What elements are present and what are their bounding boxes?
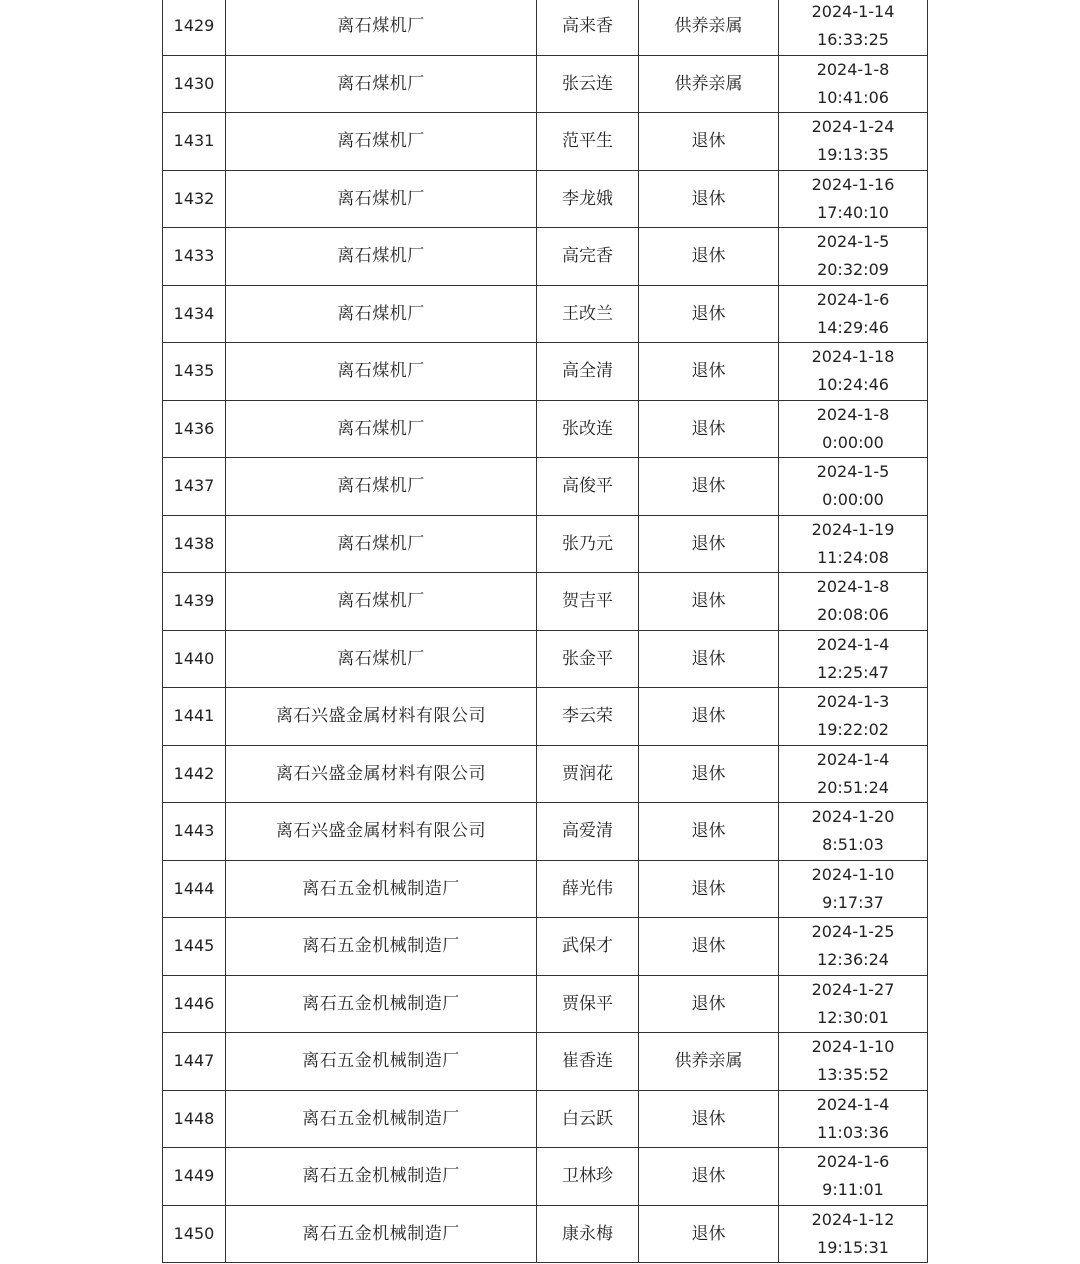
- datetime-cell: [779, 975, 928, 1033]
- datetime-cell: [779, 688, 928, 746]
- time-text: 19:15:31: [817, 1237, 889, 1257]
- time-text: 17:40:10: [817, 202, 889, 222]
- unit-cell: 离石煤机厂: [226, 343, 537, 401]
- date-text: 2024-1-6: [816, 1152, 890, 1172]
- category-cell: 供养亲属: [639, 0, 779, 55]
- date-text: 2024-1-4: [816, 634, 890, 654]
- person-name-cell: 康永梅: [537, 1205, 639, 1263]
- table-row: [163, 860, 928, 918]
- unit-cell: 离石煤机厂: [226, 573, 537, 631]
- row-number-cell: 1437: [163, 458, 226, 516]
- date-text: 2024-1-6: [816, 289, 890, 309]
- time-text: 13:35:52: [817, 1065, 889, 1085]
- row-number-cell: 1447: [163, 1033, 226, 1091]
- time-text: 16:33:25: [817, 30, 889, 50]
- table-row: [163, 573, 928, 631]
- datetime-cell: [779, 918, 928, 976]
- datetime-cell: [779, 1205, 928, 1263]
- row-number-cell: 1443: [163, 803, 226, 861]
- time-text: 9:11:01: [822, 1180, 884, 1200]
- row-number-cell: 1433: [163, 228, 226, 286]
- category-cell: 退休: [639, 1090, 779, 1148]
- row-number-cell: 1434: [163, 285, 226, 343]
- row-number-cell: 1450: [163, 1205, 226, 1263]
- person-name-cell: 范平生: [537, 113, 639, 171]
- category-cell: 供养亲属: [639, 1033, 779, 1091]
- table-row: [163, 228, 928, 286]
- category-cell: 退休: [639, 1205, 779, 1263]
- unit-cell: 离石煤机厂: [226, 400, 537, 458]
- datetime-cell: [779, 573, 928, 631]
- person-name-cell: 李云荣: [537, 688, 639, 746]
- table-row: [163, 515, 928, 573]
- datetime-cell: [779, 0, 928, 55]
- unit-cell: 离石煤机厂: [226, 55, 537, 113]
- record-table: [162, 0, 928, 1263]
- date-text: 2024-1-4: [816, 1094, 890, 1114]
- category-cell: 退休: [639, 170, 779, 228]
- time-text: 12:25:47: [817, 662, 889, 682]
- date-text: 2024-1-14: [811, 2, 895, 22]
- person-name-cell: 张改连: [537, 400, 639, 458]
- time-text: 14:29:46: [817, 317, 889, 337]
- category-cell: 退休: [639, 688, 779, 746]
- table-row: [163, 400, 928, 458]
- person-name-cell: 薛光伟: [537, 860, 639, 918]
- category-cell: 退休: [639, 975, 779, 1033]
- datetime-cell: [779, 515, 928, 573]
- time-text: 12:36:24: [817, 950, 889, 970]
- time-text: 12:30:01: [817, 1007, 889, 1027]
- row-number-cell: 1449: [163, 1148, 226, 1206]
- category-cell: 退休: [639, 1148, 779, 1206]
- person-name-cell: 贺吉平: [537, 573, 639, 631]
- datetime-cell: [779, 170, 928, 228]
- category-cell: 退休: [639, 343, 779, 401]
- table-row: [163, 1205, 928, 1263]
- category-cell: 退休: [639, 630, 779, 688]
- table-row: [163, 918, 928, 976]
- person-name-cell: 张云连: [537, 55, 639, 113]
- unit-cell: 离石五金机械制造厂: [226, 918, 537, 976]
- table-row: [163, 1148, 928, 1206]
- person-name-cell: 卫林珍: [537, 1148, 639, 1206]
- row-number-cell: 1438: [163, 515, 226, 573]
- category-cell: 退休: [639, 918, 779, 976]
- person-name-cell: 高来香: [537, 0, 639, 55]
- row-number-cell: 1444: [163, 860, 226, 918]
- time-text: 10:24:46: [817, 375, 889, 395]
- row-number-cell: 1431: [163, 113, 226, 171]
- table-row: [163, 975, 928, 1033]
- unit-cell: 离石煤机厂: [226, 515, 537, 573]
- date-text: 2024-1-25: [811, 922, 895, 942]
- table-row: [163, 630, 928, 688]
- unit-cell: 离石五金机械制造厂: [226, 1090, 537, 1148]
- time-text: 20:32:09: [817, 260, 889, 280]
- date-text: 2024-1-4: [816, 749, 890, 769]
- category-cell: 退休: [639, 400, 779, 458]
- table-row: [163, 458, 928, 516]
- category-cell: 退休: [639, 745, 779, 803]
- row-number-cell: 1445: [163, 918, 226, 976]
- datetime-cell: [779, 860, 928, 918]
- date-text: 2024-1-27: [811, 979, 895, 999]
- person-name-cell: 贾保平: [537, 975, 639, 1033]
- category-cell: 退休: [639, 515, 779, 573]
- table-row: [163, 55, 928, 113]
- unit-cell: 离石五金机械制造厂: [226, 1033, 537, 1091]
- date-text: 2024-1-24: [811, 117, 895, 137]
- time-text: 0:00:00: [822, 432, 884, 452]
- person-name-cell: 白云跃: [537, 1090, 639, 1148]
- table-row: [163, 803, 928, 861]
- row-number-cell: 1429: [163, 0, 226, 55]
- category-cell: 退休: [639, 285, 779, 343]
- person-name-cell: 武保才: [537, 918, 639, 976]
- unit-cell: 离石煤机厂: [226, 285, 537, 343]
- row-number-cell: 1439: [163, 573, 226, 631]
- date-text: 2024-1-19: [811, 519, 895, 539]
- datetime-cell: [779, 228, 928, 286]
- unit-cell: 离石煤机厂: [226, 458, 537, 516]
- time-text: 11:24:08: [817, 547, 889, 567]
- table-row: [163, 343, 928, 401]
- time-text: 9:17:37: [822, 892, 884, 912]
- person-name-cell: 高爱清: [537, 803, 639, 861]
- unit-cell: 离石五金机械制造厂: [226, 860, 537, 918]
- table-row: [163, 170, 928, 228]
- row-number-cell: 1432: [163, 170, 226, 228]
- time-text: 20:51:24: [817, 777, 889, 797]
- row-number-cell: 1448: [163, 1090, 226, 1148]
- time-text: 20:08:06: [817, 605, 889, 625]
- unit-cell: 离石煤机厂: [226, 228, 537, 286]
- date-text: 2024-1-8: [816, 577, 890, 597]
- datetime-cell: [779, 1090, 928, 1148]
- person-name-cell: 张乃元: [537, 515, 639, 573]
- category-cell: 退休: [639, 803, 779, 861]
- date-text: 2024-1-8: [816, 404, 890, 424]
- unit-cell: 离石煤机厂: [226, 113, 537, 171]
- person-name-cell: 张金平: [537, 630, 639, 688]
- time-text: 0:00:00: [822, 490, 884, 510]
- unit-cell: 离石兴盛金属材料有限公司: [226, 688, 537, 746]
- date-text: 2024-1-3: [816, 692, 890, 712]
- category-cell: 退休: [639, 113, 779, 171]
- unit-cell: 离石兴盛金属材料有限公司: [226, 803, 537, 861]
- datetime-cell: [779, 55, 928, 113]
- table-row: [163, 285, 928, 343]
- date-text: 2024-1-16: [811, 174, 895, 194]
- category-cell: 退休: [639, 458, 779, 516]
- person-name-cell: 高俊平: [537, 458, 639, 516]
- date-text: 2024-1-18: [811, 347, 895, 367]
- datetime-cell: [779, 803, 928, 861]
- table-row: [163, 1033, 928, 1091]
- time-text: 11:03:36: [817, 1122, 889, 1142]
- date-text: 2024-1-5: [816, 232, 890, 252]
- person-name-cell: 王改兰: [537, 285, 639, 343]
- category-cell: 退休: [639, 860, 779, 918]
- datetime-cell: [779, 1033, 928, 1091]
- person-name-cell: 崔香连: [537, 1033, 639, 1091]
- date-text: 2024-1-12: [811, 1209, 895, 1229]
- category-cell: 退休: [639, 573, 779, 631]
- time-text: 19:13:35: [817, 145, 889, 165]
- unit-cell: 离石五金机械制造厂: [226, 1148, 537, 1206]
- table-row: [163, 1090, 928, 1148]
- unit-cell: 离石兴盛金属材料有限公司: [226, 745, 537, 803]
- datetime-cell: [779, 400, 928, 458]
- date-text: 2024-1-10: [811, 1037, 895, 1057]
- table-row: [163, 745, 928, 803]
- person-name-cell: 贾润花: [537, 745, 639, 803]
- datetime-cell: [779, 458, 928, 516]
- time-text: 10:41:06: [817, 87, 889, 107]
- datetime-cell: [779, 1148, 928, 1206]
- time-text: 8:51:03: [822, 835, 884, 855]
- table-row: [163, 0, 928, 55]
- date-text: 2024-1-10: [811, 864, 895, 884]
- datetime-cell: [779, 113, 928, 171]
- row-number-cell: 1440: [163, 630, 226, 688]
- person-name-cell: 高完香: [537, 228, 639, 286]
- table-body: [163, 0, 928, 1263]
- row-number-cell: 1436: [163, 400, 226, 458]
- datetime-cell: [779, 285, 928, 343]
- date-text: 2024-1-5: [816, 462, 890, 482]
- time-text: 19:22:02: [817, 720, 889, 740]
- datetime-cell: [779, 745, 928, 803]
- unit-cell: 离石煤机厂: [226, 170, 537, 228]
- row-number-cell: 1442: [163, 745, 226, 803]
- date-text: 2024-1-8: [816, 59, 890, 79]
- unit-cell: 离石五金机械制造厂: [226, 1205, 537, 1263]
- category-cell: 供养亲属: [639, 55, 779, 113]
- person-name-cell: 李龙娥: [537, 170, 639, 228]
- unit-cell: 离石煤机厂: [226, 630, 537, 688]
- row-number-cell: 1435: [163, 343, 226, 401]
- unit-cell: 离石煤机厂: [226, 0, 537, 55]
- unit-cell: 离石五金机械制造厂: [226, 975, 537, 1033]
- person-name-cell: 高全清: [537, 343, 639, 401]
- datetime-cell: [779, 630, 928, 688]
- table-row: [163, 688, 928, 746]
- row-number-cell: 1441: [163, 688, 226, 746]
- row-number-cell: 1430: [163, 55, 226, 113]
- date-text: 2024-1-20: [811, 807, 895, 827]
- table-row: [163, 113, 928, 171]
- row-number-cell: 1446: [163, 975, 226, 1033]
- category-cell: 退休: [639, 228, 779, 286]
- datetime-cell: [779, 343, 928, 401]
